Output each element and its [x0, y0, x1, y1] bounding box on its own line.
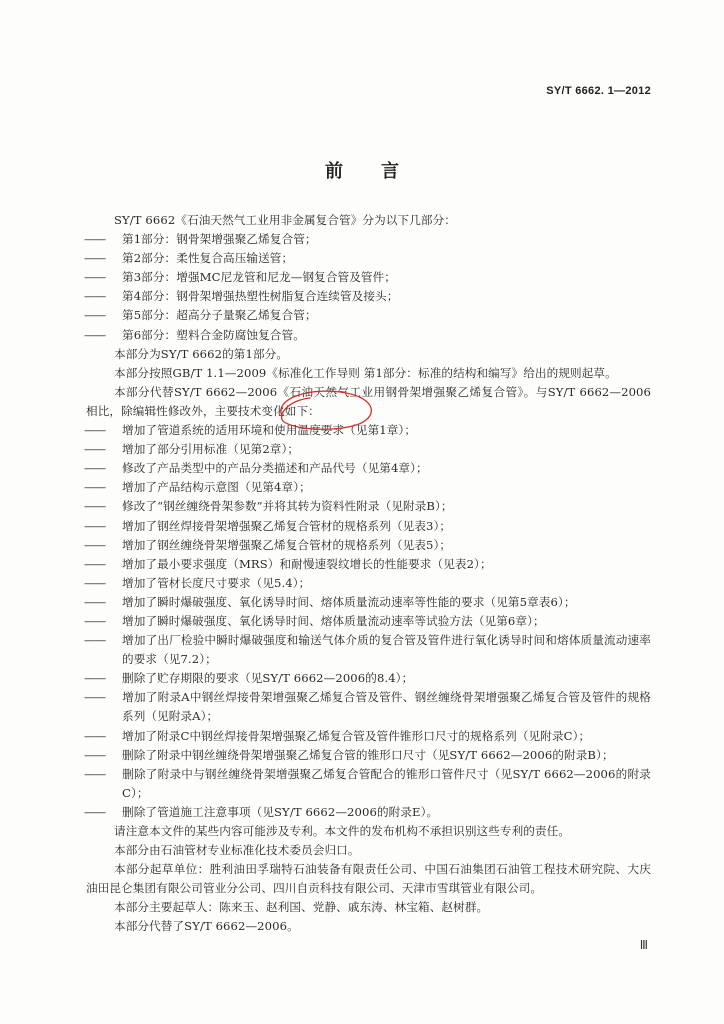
paragraph-text: 第5部分：超高分子量聚乙烯复合管；: [122, 308, 317, 323]
list-item: [86, 517, 651, 536]
paragraph-text: 删除了管道施工注意事项（见SY/T 6662—2006的附录E）。: [122, 804, 439, 819]
list-item: [86, 536, 651, 555]
list-dash: ——: [84, 594, 106, 609]
list-item: [86, 287, 651, 306]
paragraph-text: 本部分按照GB/T 1.1—2009《标准化工作导则 第1部分：标准的结构和编写》给出的规则起草。: [114, 365, 617, 380]
standard-number: SY/T 6662. 1—2012: [546, 85, 651, 97]
list-dash: ——: [84, 690, 106, 705]
list-dash: ——: [84, 728, 106, 743]
paragraph-text: 第3部分：增强MC尼龙管和尼龙—钢复合管及管件；: [122, 270, 396, 285]
paragraph-text: 本部分起草单位：胜利油田孚瑞特石油装备有限责任公司、中国石油集团石油管工程技术研究院、大庆油田昆仑集团有限公司管业分公司、四川自贡科技有限公司、天津市雪琪管业有限公司。: [86, 862, 651, 896]
paragraph-text: 第4部分：钢骨架增强热塑性树脂复合连续管及接头；: [122, 289, 399, 304]
paragraph-text: 增加了出厂检验中瞬时爆破强度和输送气体介质的复合管及管件进行氧化诱导时间和熔体质量流动速率的要求（见7.2）；: [122, 633, 651, 667]
paragraph-text: 增加了最小要求强度（MRS）和耐慢速裂纹增长的性能要求（见表2）；: [122, 556, 492, 571]
list-item: [86, 555, 651, 574]
list-dash: ——: [84, 518, 106, 533]
list-item: [86, 478, 651, 497]
paragraph-text: 删除了附录中钢丝缠绕骨架增强聚乙烯复合管的锥形口尺寸（见SY/T 6662—2006的附录B）；: [122, 747, 614, 762]
list-dash: ——: [84, 423, 106, 438]
list-item: [86, 268, 651, 287]
list-dash: ——: [84, 442, 106, 457]
list-item: [86, 230, 651, 249]
paragraph-text: 第6部分：塑料合金防腐蚀复合管。: [122, 327, 305, 342]
list-dash: ——: [84, 480, 106, 495]
paragraph-text: 增加了部分引用标准（见第2章）；: [122, 442, 300, 457]
list-dash: ——: [84, 289, 106, 304]
paragraph: [86, 860, 651, 898]
paragraph-text: 增加了附录A中钢丝焊接骨架增强聚乙烯复合管及管件、钢丝缠绕骨架增强聚乙烯复合管及管件的规格系列（见附录A）；: [122, 690, 651, 724]
list-item: [86, 765, 651, 803]
list-dash: ——: [84, 251, 106, 266]
paragraph-text: 增加了管材长度尺寸要求（见5.4）；: [122, 575, 311, 590]
paragraph-text: 修改了“钢丝缠绕骨架参数”并将其转为资料性附录（见附录B）；: [122, 499, 453, 514]
list-dash: ——: [84, 613, 106, 628]
paragraph: [86, 211, 651, 230]
paragraph: [86, 898, 651, 917]
list-dash: ——: [84, 633, 106, 648]
list-item: [86, 612, 651, 631]
paragraph-text: 本部分代替了SY/T 6662—2006。: [114, 919, 299, 934]
paragraph-text: 本部分代替SY/T 6662—2006《石油天然气工业用钢骨架增强聚乙烯复合管》。与SY/T 6662—2006相比，除编辑性修改外，主要技术变化如下：: [86, 384, 651, 418]
list-dash: ——: [84, 804, 106, 819]
paragraph: [86, 364, 651, 383]
paragraph-text: 本部分主要起草人：陈来玉、赵利国、党静、戚东涛、林宝箱、赵树群。: [114, 900, 489, 915]
paragraph-text: 本部分为SY/T 6662的第1部分。: [114, 346, 289, 361]
list-item: [86, 421, 651, 440]
list-item: [86, 593, 651, 612]
list-dash: ——: [84, 499, 106, 514]
paragraph: [86, 822, 651, 841]
paragraph-text: 删除了附录中与钢丝缠绕骨架增强聚乙烯复合管配合的锥形口管件尺寸（见SY/T 6662—2006的附录C）；: [122, 766, 651, 800]
list-dash: ——: [84, 461, 106, 476]
page-title: 前言: [325, 161, 437, 182]
paragraph-text: 增加了瞬时爆破强度、氧化诱导时间、熔体质量流动速率等性能的要求（见第5章表6）；: [122, 594, 576, 609]
paragraph-text: 本部分由石油管材专业标准化技术委员会归口。: [114, 843, 360, 858]
list-item: [86, 631, 651, 669]
paragraph: [86, 345, 651, 364]
list-item: [86, 497, 651, 516]
paragraph-text: 增加了管道系统的适用环境和使用温度要求（见第1章）；: [122, 423, 417, 438]
list-dash: ——: [84, 766, 106, 781]
paragraph-text: 第1部分：钢骨架增强聚乙烯复合管；: [122, 232, 317, 247]
list-dash: ——: [84, 537, 106, 552]
paragraph-text: 增加了附录C中钢丝焊接骨架增强聚乙烯复合管及管件锥形口尺寸的规格系列（见附录C）；: [122, 728, 591, 743]
list-dash: ——: [84, 747, 106, 762]
list-item: [86, 746, 651, 765]
list-dash: ——: [84, 270, 106, 285]
page-number: Ⅲ: [639, 938, 648, 952]
list-dash: ——: [84, 327, 106, 342]
list-item: [86, 249, 651, 268]
list-dash: ——: [84, 575, 106, 590]
list-item: [86, 669, 651, 688]
list-dash: ——: [84, 308, 106, 323]
paragraph-text: 增加了瞬时爆破强度、氧化诱导时间、熔体质量流动速率等试验方法（见第6章）；: [122, 613, 545, 628]
list-item: [86, 306, 651, 325]
paragraph-text: 修改了产品类型中的产品分类描述和产品代号（见第4章）；: [122, 461, 428, 476]
list-item: [86, 326, 651, 345]
list-dash: ——: [84, 232, 106, 247]
list-dash: ——: [84, 671, 106, 686]
list-item: [86, 803, 651, 822]
paragraph-text: SY/T 6662《石油天然气工业用非金属复合管》分为以下几部分：: [114, 213, 456, 227]
list-item: [86, 727, 651, 746]
paragraph: [86, 841, 651, 860]
document-body: [86, 211, 651, 937]
list-item: [86, 574, 651, 593]
list-dash: ——: [84, 556, 106, 571]
paragraph: [86, 917, 651, 936]
list-item: [86, 688, 651, 726]
paragraph-text: 请注意本文件的某些内容可能涉及专利。本文件的发布机构不承担识别这些专利的责任。: [114, 824, 571, 838]
paragraph-text: 删除了贮存期限的要求（见SY/T 6662—2006的8.4）；: [122, 671, 414, 686]
paragraph-text: 第2部分：柔性复合高压输送管；: [122, 251, 294, 266]
paragraph-text: 增加了产品结构示意图（见第4章）；: [122, 480, 311, 495]
paragraph-text: 增加了钢丝缠绕骨架增强聚乙烯复合管材的规格系列（见表5）；: [122, 537, 452, 552]
paragraph: [86, 383, 651, 421]
paragraph-text: 增加了钢丝焊接骨架增强聚乙烯复合管材的规格系列（见表3）；: [122, 518, 452, 533]
list-item: [86, 440, 651, 459]
list-item: [86, 459, 651, 478]
